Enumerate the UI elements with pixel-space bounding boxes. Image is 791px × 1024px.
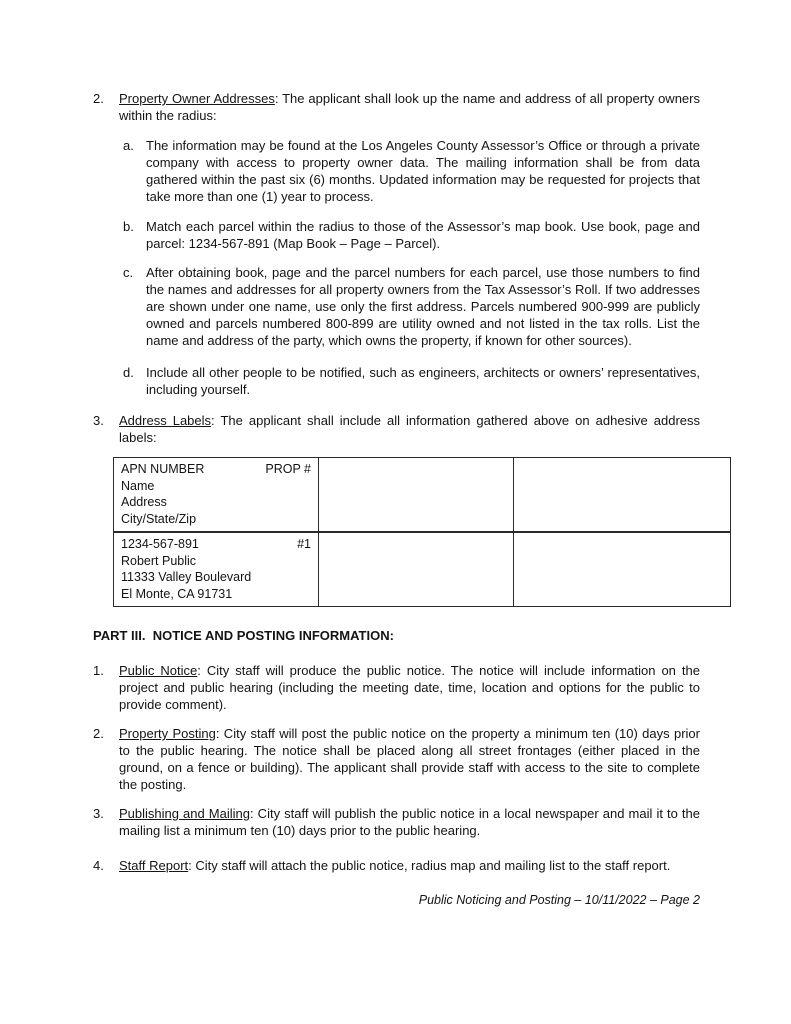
- list-number: 4.: [93, 858, 104, 873]
- sub-item-letter: a.: [123, 138, 134, 153]
- list-number: 2.: [93, 91, 104, 106]
- underlined-lead: Property Owner Addresses: [119, 91, 275, 106]
- sub-item-c: [123, 264, 700, 349]
- part3-item-publishing-mailing: [93, 805, 700, 839]
- prop-number-label: PROP #: [265, 462, 311, 476]
- paragraph-text: : City staff will publish the public notice in a local newspaper and mail it to the mailing list a minimum ten (10) days prior to the public hearing.: [119, 806, 700, 838]
- list-item-text: [119, 662, 700, 713]
- city-state-zip-label: City/State/Zip: [121, 511, 197, 526]
- table-sample-row: [114, 532, 731, 607]
- sub-item-d: [123, 364, 700, 398]
- sample-prop-number: #1: [297, 537, 311, 551]
- list-item-text: [119, 90, 700, 124]
- list-number: 3.: [93, 806, 104, 821]
- list-item-text: [119, 412, 700, 446]
- list-item-text: [119, 805, 700, 839]
- apn-number-label: APN NUMBER: [121, 462, 205, 476]
- apn-prop-line: [121, 536, 311, 553]
- paragraph-text: : The applicant shall look up the name and address of all property owners within the radius:: [119, 91, 700, 123]
- label-sample-cell: [114, 532, 319, 607]
- list-item-address-labels: [93, 412, 700, 446]
- part3-item-property-posting: [93, 725, 700, 793]
- sub-item-text: The information may be found at the Los Angeles County Assessor’s Office or through a private company with access to property owner data. The mailing information shall be from data gathered within the past six (6) months. Updated information may be requested for projects that take more than one (1) year to process.: [146, 138, 700, 204]
- part3-heading: PART III. NOTICE AND POSTING INFORMATION:: [93, 628, 394, 643]
- sample-name: Robert Public: [121, 553, 197, 568]
- paragraph-text: : City staff will attach the public notice, radius map and mailing list to the staff report.: [188, 858, 671, 873]
- sub-item-letter: c.: [123, 265, 134, 280]
- table-header-row: [114, 458, 731, 533]
- paragraph-text: : City staff will post the public notice on the property a minimum ten (10) days prior to the public hearing. The notice shall be placed along all street frontages (either placed in the ground, on a fence or building). The applicant shall provide staff with access to the site to complete the posting.: [119, 726, 700, 792]
- sub-item-a: [123, 137, 700, 205]
- part3-item-staff-report: [93, 857, 700, 874]
- list-item-text: [119, 725, 700, 793]
- underlined-lead: Staff Report: [119, 858, 189, 873]
- underlined-lead: Public Notice: [119, 663, 198, 678]
- list-number: 1.: [93, 663, 104, 678]
- list-item-text: [119, 857, 700, 874]
- apn-prop-line: [121, 461, 311, 478]
- label-template-cell: [114, 458, 319, 533]
- sample-city-state-zip: El Monte, CA 91731: [121, 586, 233, 601]
- paragraph-text: : The applicant shall include all information gathered above on adhesive address labels:: [119, 413, 700, 445]
- sub-item-text: Include all other people to be notified, such as engineers, architects or owners’ representatives, including yourself.: [146, 365, 700, 397]
- list-item-property-owner-addresses: [93, 90, 700, 124]
- sub-item-text: After obtaining book, page and the parcel numbers for each parcel, use those numbers to find the names and addresses for all property owners from the Tax Assessor’s Roll. If two addresses are shown under one name, use only the first address. Parcels numbered 900-999 are publicly owned and parcels numbered 800-899 are utility owned and not listed in the tax rolls. List the name and address of the party, which owns the property, if known for other sources).: [146, 265, 700, 348]
- part3-item-public-notice: [93, 662, 700, 713]
- empty-label-cell: [319, 458, 514, 533]
- underlined-lead: Publishing and Mailing: [119, 806, 250, 821]
- paragraph-text: : City staff will produce the public notice. The notice will include information on the project and public hearing (including the meeting date, time, location and options for the public to provide comment).: [119, 663, 700, 712]
- empty-label-cell: [514, 458, 731, 533]
- empty-label-cell: [319, 532, 514, 607]
- sample-address: 11333 Valley Boulevard: [121, 570, 252, 584]
- list-number: 2.: [93, 726, 104, 741]
- underlined-lead: Property Posting: [119, 726, 216, 741]
- underlined-lead: Address Labels: [119, 413, 212, 428]
- address-labels-table: [113, 457, 731, 607]
- sub-item-text: Match each parcel within the radius to those of the Assessor’s map book. Use book, page and parcel: 1234-567-891 (Map Book – Page – Parcel).: [146, 219, 700, 251]
- sub-item-letter: d.: [123, 365, 134, 380]
- address-label: Address: [121, 495, 167, 509]
- sub-item-letter: b.: [123, 219, 134, 234]
- sample-apn-number: 1234-567-891: [121, 537, 199, 551]
- name-label: Name: [121, 478, 155, 493]
- list-number: 3.: [93, 413, 104, 428]
- empty-label-cell: [514, 532, 731, 607]
- page-footer: Public Noticing and Posting – 10/11/2022 – Page 2: [418, 893, 700, 907]
- sub-item-b: [123, 218, 700, 252]
